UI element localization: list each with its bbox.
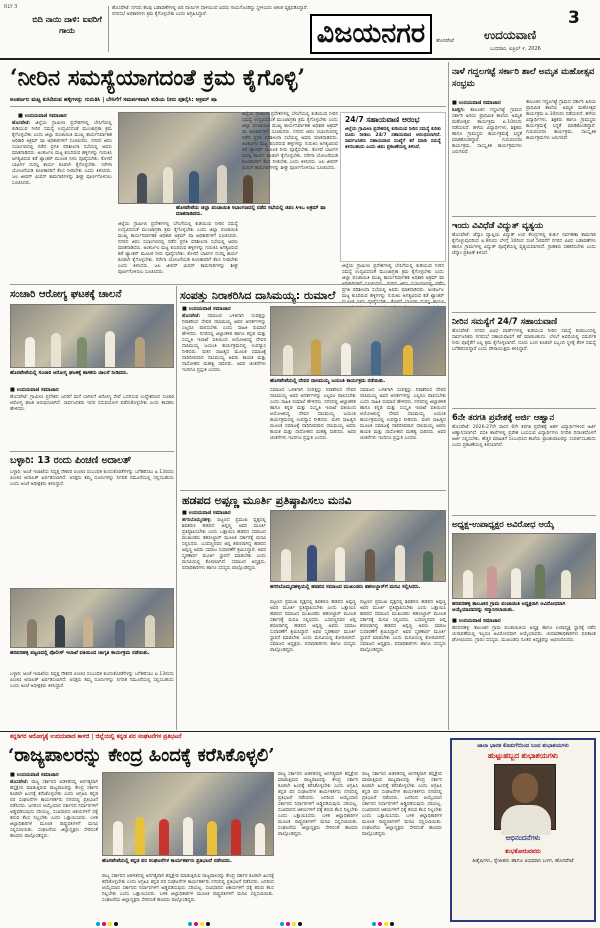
school-dateline: ಕೂಡ್ಲಿಗಿ: (452, 108, 465, 113)
masthead-title: ವಿಜಯನಗರ (316, 18, 426, 49)
health-photo (10, 304, 174, 368)
lead-body-col4: ಜಿಲ್ಲೆಯ ಗ್ರಾಮೀಣ ಪ್ರದೇಶಗಳಲ್ಲಿ ಬೇಸಿಗೆಯಲ್ಲಿ ಕುಡಿಯುವ ನೀರಿನ ಸಮಸ್ಯೆ ಉದ್ಭವಿಸದಂತೆ ಮುಂಜಾಗ್ರತಾ ಕ್ರಮ ಕೈಗೊಳ್ಳಬೇಕು ಎಂದು ಜಿಲ್ಲಾ ಪಂಚಾಯಿತಿ ಮುಖ್ಯ ಕಾರ್ಯನಿರ್ವಾಹಕ ಅಧಿಕಾರಿ ಅಕ್ರಮ್ ಷಾ ಪ್ರಗತಿ ಪರಿಶೀಲನಾ ಸಭೆಯಲ್ಲಿ ಅವರು ಮಾತನಾಡಿದರು. ಅಂತರ್ಜಲ ಮಟ್ಟ ಕುಸಿದಿರುವ ಹಳ್ಳಿಗಳನ್ನು ಗುರುತಿಸಿ ಅಗತ್ಯವಿರುವ ಕಡೆ ಟ್ಯಾಂಕರ್ (342, 264, 444, 299)
health-byline: ■ ಉದಯವಾಣಿ ಸಮಾಚಾರ (10, 387, 59, 393)
helpline-box (340, 112, 446, 262)
governor-caption: ಹೊಸಪೇಟೆಯಲ್ಲಿ ಕನ್ನಡ ಪರ ಸಂಘಟನೆಗಳ ಕಾರ್ಯಕರ್ತರು ಪ್ರತಿಭಟನೆ ನಡೆಸಿದರು. (102, 858, 232, 864)
ad-heading: ಹುಟ್ಟುಹಬ್ಬದ ಶುಭಾಶಯಗಳು (488, 751, 558, 760)
lead-subhead: ಅಂತರ್ಜಲ ಮಟ್ಟ ಕುಸಿದಿರುವ ಹಳ್ಳಿಗಳನ್ನು ಗುರುತಿಸಿ | ಬೇಸಿಗೆಗೆ ಸಮರ್ಪಕವಾಗಿ ಕುಡಿಯ ನೀರು ಪೂರೈಸಿ: ಅಕ್ರಮ್ ಷಾ (10, 97, 217, 103)
president-body: ಹರಪನಹಳ್ಳಿ: ತಾಲೂಕಿನ ಗ್ರಾಮ ಪಂಚಾಯಿತಿಯ ಅಧ್ಯಕ್ಷ ಹಾಗೂ ಉಪಾಧ್ಯಕ್ಷ ಸ್ಥಾನಕ್ಕೆ ನಡೆದ ಚುನಾವಣೆಯಲ್ಲಿ ಇಬ್ಬರೂ ಅವಿರೋಧವಾಗಿ ಆಯ್ಕೆಯಾದರು. ಚುನಾವಣಾಧಿಕಾರಿಗಳು ಫಲಿತಾಂಶ ಘೋಷಿಸಿದರು. ಗ್ರಾಪಂ ಸದಸ್ಯರು, ಮುಖಂಡರು ನೂತನ ಅಧ್ಯಕ್ಷರನ್ನು ಅಭಿನಂದಿಸಿದರು. (452, 626, 596, 643)
governor-dateline: ಹೊಸಪೇಟೆ: (10, 780, 29, 785)
page-label: ಹೊಸಪೇಟೆ (436, 38, 454, 44)
statue-body-col3: ಪಟ್ಟಣದ ಪ್ರಮುಖ ವೃತ್ತದಲ್ಲಿ ಶಿವಶರಣ ಹಡಪದ ಅಪ್ಪಣ್ಣ ಅವರ ಮೂರ್ತಿ ಪ್ರತಿಷ್ಠಾಪಿಸಬೇಕು ಎಂದು ಒತ್ತಾಯಿಸಿ ಹಡಪದ ಸಮಾಜದ ಮುಖಂಡರು ತಹಸೀಲ್ದಾರ್ ಮೂಲಕ ಸರ್ಕಾರಕ್ಕೆ ಮನವಿ ಸಲ್ಲಿಸಿದರು. ಬಸವಣ್ಣನವರ ಆಪ್ತ ಶರಣರಾಗಿದ್ದ ಹಡಪದ ಅಪ್ಪಣ್ಣ ಅವರು ಸಮಾಜ ಸುಧಾರಣೆಗೆ ಶ್ರಮಿಸಿದ್ದಾರೆ. ಅವರ ಸ್ಮರಣಾರ್ಥ ಮೂರ್ತಿ ಸ್ಥಾಪನೆ ಮಾಡಬೇಕು ಎಂದು ಮನವಿಯಲ್ಲಿ ಕೋರಲಾಗಿದೆ. ಸಮಾಜದ ಅಧ್ಯಕ್ಷರು, ಪದಾಧಿಕಾರಿಗಳು ಹಾಗೂ ಸದಸ್ಯರು ಪಾಲ್ಗೊಂಡಿದ್ದರು. (360, 600, 446, 653)
lead-dateline: ಹೊಸಪೇಟೆ: (12, 121, 31, 126)
rumale-body (182, 314, 266, 488)
governor-body-text: ರಾಜ್ಯ ಸರ್ಕಾರದ ಆಡಳಿತದಲ್ಲಿ ಅನಗತ್ಯವಾಗಿ ಹಸ್ತಕ್ಷೇಪ ಮಾಡುತ್ತಿರುವ ರಾಜ್ಯಪಾಲರನ್ನು ಕೇಂದ್ರ ಸರ್ಕಾರ ಕೂಡಲೇ ಹಿಂದಕ್ಕೆ ಕರೆಸಿಕೊಳ್ಳಬೇಕು ಎಂದು ಆಗ್ರಹಿಸಿ ಕನ್ನಡ ಪರ ಸಂಘಟನೆಗಳ ಕಾರ್ಯಕರ್ತರು ನಗರದಲ್ಲಿ ಪ್ರತಿಭಟನೆ ನಡೆಸಿದರು. ಜನರಿಂದ ಆಯ್ಕೆಯಾದ ಸರ್ಕಾರದ ನಿರ್ಧಾರಗಳಿಗೆ ಅಡ್ಡಿಪಡಿಸುವುದು ಸರಿಯಲ್ಲ. ಸಂವಿಧಾನದ ಆಶಯಗಳಿಗೆ ಧಕ್ಕೆ ತರುವ ಕೆಲಸ ನಿಲ್ಲಬೇಕು ಎಂದು ಒತ್ತಾಯಿಸಿದರು. ಬಳಿಕ ಜಿಲ್ಲಾಧಿಕಾರಿಗಳ ಮೂಲಕ ರಾಷ್ಟ್ರಪತಿಗಳಿಗೆ ಮನವಿ ಸಲ್ಲಿಸಲಾಯಿತು. ಸಂಘಟನೆಯ ಜಿಲ್ಲಾಧ್ಯಕ್ಷರು ಸೇರಿದಂತೆ ಹಲವರು ಪಾಲ್ಗೊಂಡಿದ್ದರು. (10, 780, 98, 839)
helpline-title: 24/7 ಸಹಾಯವಾಣಿ ಆರಂಭ (345, 115, 420, 124)
lead-body-text: ಜಿಲ್ಲೆಯ ಗ್ರಾಮೀಣ ಪ್ರದೇಶಗಳಲ್ಲಿ ಬೇಸಿಗೆಯಲ್ಲಿ ಕುಡಿಯುವ ನೀರಿನ ಸಮಸ್ಯೆ ಉದ್ಭವಿಸದಂತೆ ಮುಂಜಾಗ್ರತಾ ಕ್ರಮ ಕೈಗೊಳ್ಳಬೇಕು ಎಂದು ಜಿಲ್ಲಾ ಪಂಚಾಯಿತಿ ಮುಖ್ಯ ಕಾರ್ಯನಿರ್ವಾಹಕ ಅಧಿಕಾರಿ ಅಕ್ರಮ್ ಷಾ ಅಧಿಕಾರಿಗಳಿಗೆ ಸೂಚಿಸಿದರು. ನಗರದ ಜಿಪಂ ಸಭಾಂಗಣದಲ್ಲಿ ನಡೆದ ಪ್ರಗತಿ ಪರಿಶೀಲನಾ ಸಭೆಯಲ್ಲಿ ಅವರು ಮಾತನಾಡಿದರು. ಅಂತರ್ಜಲ ಮಟ್ಟ ಕುಸಿದಿರುವ ಹಳ್ಳಿಗಳನ್ನು ಗುರುತಿಸಿ ಅಗತ್ಯವಿರುವ ಕಡೆ ಟ್ಯಾಂಕರ್ ಮೂಲಕ ನೀರು ಪೂರೈಸಬೇಕು. ಕೊಳವೆ ಬಾವಿಗಳ ದುರಸ್ತಿ ಕಾರ್ಯ ಕೂಡಲೇ ಕೈಗೊಳ್ಳಬೇಕು. ನರೇಗಾ ಯೋಜನೆಯಡಿ ಕೂಲಿಕಾರರಿಗೆ ಕೆಲಸ ನೀಡಬೇಕು ಎಂದು ತಿಳಿಸಿದರು. ಜಲ ಜೀವನ್ ಮಿಷನ್ ಕಾಮಗಾರಿಗಳನ್ನು ಶೀಘ್ರ ಪೂರ್ಣಗೊಳಿಸಲು ಸೂಚಿಸಿದರು. (12, 121, 112, 186)
water-helpline-headline: ನೀರಿನ ಸಮಸ್ಯೆಗೆ 24/7 ಸಹಾಯವಾಣಿ (452, 316, 558, 326)
page-number: 3 (568, 8, 580, 28)
governor-body-col2: ರಾಜ್ಯ ಸರ್ಕಾರದ ಆಡಳಿತದಲ್ಲಿ ಅನಗತ್ಯವಾಗಿ ಹಸ್ತಕ್ಷೇಪ ಮಾಡುತ್ತಿರುವ ರಾಜ್ಯಪಾಲರನ್ನು ಕೇಂದ್ರ ಸರ್ಕಾರ ಕೂಡಲೇ ಹಿಂದಕ್ಕೆ ಕರೆಸಿಕೊಳ್ಳಬೇಕು ಎಂದು ಆಗ್ರಹಿಸಿ ಕನ್ನಡ ಪರ ಸಂಘಟನೆಗಳ ಕಾರ್ಯಕರ್ತರು ನಗರದಲ್ಲಿ ಪ್ರತಿಭಟನೆ ನಡೆಸಿದರು. ಜನರಿಂದ ಆಯ್ಕೆಯಾದ ಸರ್ಕಾರದ ನಿರ್ಧಾರಗಳಿಗೆ ಅಡ್ಡಿಪಡಿಸುವುದು ಸರಿಯಲ್ಲ. ಸಂವಿಧಾನದ ಆಶಯಗಳಿಗೆ ಧಕ್ಕೆ ತರುವ ಕೆಲಸ ನಿಲ್ಲಬೇಕು ಎಂದು ಒತ್ತಾಯಿಸಿದರು. ಬಳಿಕ ಜಿಲ್ಲಾಧಿಕಾರಿಗಳ ಮೂಲಕ ರಾಷ್ಟ್ರಪತಿಗಳಿಗೆ ಮನವಿ ಸಲ್ಲಿಸಲಾಯಿತು. ಸಂಘಟನೆಯ ಜಿಲ್ಲಾಧ್ಯಕ್ಷರು ಸೇರಿದಂತೆ ಹಲವರು ಪಾಲ್ಗೊಂಡಿದ್ದರು. (102, 874, 274, 903)
statue-body (182, 518, 266, 728)
lead-byline: ■ ಉದಯವಾಣಿ ಸಮಾಚಾರ (18, 113, 67, 119)
side-note: ಬಿದಿ ನಾಯಿ ದಾಳಿ: ಐವರಿಗೆ ಗಾಯ (32, 15, 102, 35)
health-caption: ಹೊಸಪೇಟೆಯಲ್ಲಿ ಸಂಚಾರಿ ಆರೋಗ್ಯ ಘಟಕಕ್ಕೆ ಶಾಸಕರು ಚಾಲನೆ ನೀಡಿದರು. (10, 370, 129, 376)
bottom-banner: ಕನ್ನಡಿಗರ ಆರೋಗ್ಯಕ್ಕೆ ಉದಯವಾಣಿ ಕಾಳಜಿ | ಜಿಲ್ಲೆಯಲ್ಲಿ ಕನ್ನಡ ಪರ ಸಂಘಟನೆಗಳ ಪ್ರತಿಭಟನೆ (10, 734, 182, 740)
governor-byline: ■ ಉದಯವಾಣಿ ಸಮಾಚಾರ (10, 772, 59, 778)
statue-caption: ಹಗರಿಬೊಮ್ಮನಹಳ್ಳಿಯಲ್ಲಿ ಹಡಪದ ಸಮಾಜದ ಮುಖಂಡರು ತಹಸೀಲ್ದಾರ್‌ಗೆ ಮನವಿ ಸಲ್ಲಿಸಿದರು. (270, 584, 421, 590)
governor-body-col3: ರಾಜ್ಯ ಸರ್ಕಾರದ ಆಡಳಿತದಲ್ಲಿ ಅನಗತ್ಯವಾಗಿ ಹಸ್ತಕ್ಷೇಪ ಮಾಡುತ್ತಿರುವ ರಾಜ್ಯಪಾಲರನ್ನು ಕೇಂದ್ರ ಸರ್ಕಾರ ಕೂಡಲೇ ಹಿಂದಕ್ಕೆ ಕರೆಸಿಕೊಳ್ಳಬೇಕು ಎಂದು ಆಗ್ರಹಿಸಿ ಕನ್ನಡ ಪರ ಸಂಘಟನೆಗಳ ಕಾರ್ಯಕರ್ತರು ನಗರದಲ್ಲಿ ಪ್ರತಿಭಟನೆ ನಡೆಸಿದರು. ಜನರಿಂದ ಆಯ್ಕೆಯಾದ ಸರ್ಕಾರದ ನಿರ್ಧಾರಗಳಿಗೆ ಅಡ್ಡಿಪಡಿಸುವುದು ಸರಿಯಲ್ಲ. ಸಂವಿಧಾನದ ಆಶಯಗಳಿಗೆ ಧಕ್ಕೆ ತರುವ ಕೆಲಸ ನಿಲ್ಲಬೇಕು ಎಂದು ಒತ್ತಾಯಿಸಿದರು. ಬಳಿಕ ಜಿಲ್ಲಾಧಿಕಾರಿಗಳ ಮೂಲಕ ರಾಷ್ಟ್ರಪತಿಗಳಿಗೆ ಮನವಿ ಸಲ್ಲಿಸಲಾಯಿತು. ಸಂಘಟನೆಯ ಜಿಲ್ಲಾಧ್ಯಕ್ಷರು ಸೇರಿದಂತೆ ಹಲವರು ಪಾಲ್ಗೊಂಡಿದ್ದರು. (278, 772, 358, 837)
ad-name-line: ಅಭಿನಂದನೆಗಳು (505, 834, 541, 842)
lead-body (12, 121, 112, 281)
adalat-photo (10, 588, 174, 648)
water-helpline-body: ಹೊಸಪೇಟೆ: ನಗರದ ವಿವಿಧ ವಾರ್ಡ್‌ಗಳಲ್ಲಿ ಕುಡಿಯುವ ನೀರಿನ ಸಮಸ್ಯೆ ಕಂಡುಬಂದಲ್ಲಿ ಸಾರ್ವಜನಿಕರು ನಗರಸಭೆ ಸಹಾಯವಾಣಿಗೆ ಕರೆ ಮಾಡಬಹುದು. ಬೇಸಿಗೆ ಅವಧಿಯಲ್ಲಿ ಸಮರ್ಪಕ ನೀರು ಪೂರೈಕೆಗೆ ಎಲ್ಲ ಕ್ರಮ ಕೈಗೊಳ್ಳಲಾಗಿದೆ. ದೂರು ಬಂದ ಕೂಡಲೇ ಸಿಬ್ಬಂದಿ ಸ್ಥಳಕ್ಕೆ ತೆರಳಿ ಸಮಸ್ಯೆ ಬಗೆಹರಿಸಲಿದ್ದಾರೆ ಎಂದು ಪೌರಾಯುಕ್ತರು ತಿಳಿಸಿದ್ದಾರೆ. (452, 329, 596, 352)
statue-photo (270, 510, 446, 582)
health-body: ಹೊಸಪೇಟೆ: ಗ್ರಾಮೀಣ ಪ್ರದೇಶದ ಜನರಿಗೆ ಮನೆ ಬಾಗಿಲಿಗೆ ಆರೋಗ್ಯ ಸೇವೆ ಒದಗಿಸುವ ಉದ್ದೇಶದಿಂದ ಸಂಚಾರಿ ಆರೋಗ್ಯ ಘಟಕ ಆರಂಭಿಸಲಾಗಿದೆ. ಸಾರ್ವಜನಿಕರು ಇದರ ಸದುಪಯೋಗ ಪಡೆದುಕೊಳ್ಳಬೇಕು ಎಂದು ಶಾಸಕರು ಹೇಳಿದರು. (10, 395, 174, 412)
masthead-box (310, 14, 432, 54)
ad-portrait (494, 764, 556, 830)
rumale-body-text: ಸಮಾಜದ ಒಳಿತಿಗಾಗಿ ಸಂಪತ್ತನ್ನು ನಿರಾಕರಿಸಿದ ದೇವರ ದಾಸಿಮಯ್ಯ ಅವರ ಆದರ್ಶಗಳನ್ನು ಎಲ್ಲರೂ ಪಾಲಿಸಬೇಕು ಎಂದು ಸಾಹಿತಿ ರುಮಾಲೆ ಹೇಳಿದರು. ನಗರದಲ್ಲಿ ಜಿಲ್ಲಾಡಳಿತ ಹಾಗೂ ಕನ್ನಡ ಮತ್ತು ಸಂಸ್ಕೃತಿ ಇಲಾಖೆ ವತಿಯಿಂದ ಆಯೋಜಿಸಿದ್ದ ದೇವರ ದಾಸಿಮಯ್ಯ ಜಯಂತಿ ಕಾರ್ಯಕ್ರಮದಲ್ಲಿ ಉಪನ್ಯಾಸ ನೀಡಿದರು. ವಚನ ಸಾಹಿತ್ಯದ ಮೂಲಕ ಸಮಾಜಕ್ಕೆ ದಾರಿದೀಪವಾದ ದಾಸಿಮಯ್ಯ ಅವರು ಕಾಯಕ ಮತ್ತು ದಾಸೋಹದ ಮಹತ್ವ ಸಾರಿದರು. ಅವರ ಚಿಂತನೆಗಳು ಇಂದಿಗೂ ಪ್ರಸ್ತುತ ಎಂದರು. (182, 314, 266, 373)
admission-body: ಹೊಸಪೇಟೆ: 2026-27ನೇ ಸಾಲಿನ 6ನೇ ತರಗತಿ ಪ್ರವೇಶಕ್ಕೆ ಅರ್ಹ ವಿದ್ಯಾರ್ಥಿಗಳಿಂದ ಅರ್ಜಿ ಆಹ್ವಾನಿಸಲಾಗಿದೆ. ವಸತಿ ಶಾಲೆಗಳಲ್ಲಿ ಪ್ರವೇಶ ಬಯಸುವ ವಿದ್ಯಾರ್ಥಿಗಳು ನಿಗದಿತ ದಿನಾಂಕದೊಳಗೆ ಅರ್ಜಿ ಸಲ್ಲಿಸಬೇಕು. ಹೆಚ್ಚಿನ ಮಾಹಿತಿಗೆ ಸಂಬಂಧಿಸಿದ ಶಾಲೆಯ ಪ್ರಾಂಶುಪಾಲರನ್ನು ಸಂಪರ್ಕಿಸಬಹುದು ಎಂದು ಪ್ರಕಟಣೆಯಲ್ಲಿ ತಿಳಿಸಲಾಗಿದೆ. (452, 425, 596, 448)
statue-byline: ■ ಉದಯವಾಣಿ ಸಮಾಚಾರ (182, 510, 231, 516)
governor-photo (102, 772, 274, 856)
governor-body-col4: ರಾಜ್ಯ ಸರ್ಕಾರದ ಆಡಳಿತದಲ್ಲಿ ಅನಗತ್ಯವಾಗಿ ಹಸ್ತಕ್ಷೇಪ ಮಾಡುತ್ತಿರುವ ರಾಜ್ಯಪಾಲರನ್ನು ಕೇಂದ್ರ ಸರ್ಕಾರ ಕೂಡಲೇ ಹಿಂದಕ್ಕೆ ಕರೆಸಿಕೊಳ್ಳಬೇಕು ಎಂದು ಆಗ್ರಹಿಸಿ ಕನ್ನಡ ಪರ ಸಂಘಟನೆಗಳ ಕಾರ್ಯಕರ್ತರು ನಗರದಲ್ಲಿ ಪ್ರತಿಭಟನೆ ನಡೆಸಿದರು. ಜನರಿಂದ ಆಯ್ಕೆಯಾದ ಸರ್ಕಾರದ ನಿರ್ಧಾರಗಳಿಗೆ ಅಡ್ಡಿಪಡಿಸುವುದು ಸರಿಯಲ್ಲ. ಸಂವಿಧಾನದ ಆಶಯಗಳಿಗೆ ಧಕ್ಕೆ ತರುವ ಕೆಲಸ ನಿಲ್ಲಬೇಕು ಎಂದು ಒತ್ತಾಯಿಸಿದರು. ಬಳಿಕ ಜಿಲ್ಲಾಧಿಕಾರಿಗಳ ಮೂಲಕ ರಾಷ್ಟ್ರಪತಿಗಳಿಗೆ ಮನವಿ ಸಲ್ಲಿಸಲಾಯಿತು. ಸಂಘಟನೆಯ ಜಿಲ್ಲಾಧ್ಯಕ್ಷರು ಸೇರಿದಂತೆ ಹಲವರು ಪಾಲ್ಗೊಂಡಿದ್ದರು. (362, 772, 442, 837)
statue-body-text: ಪಟ್ಟಣದ ಪ್ರಮುಖ ವೃತ್ತದಲ್ಲಿ ಶಿವಶರಣ ಹಡಪದ ಅಪ್ಪಣ್ಣ ಅವರ ಮೂರ್ತಿ ಪ್ರತಿಷ್ಠಾಪಿಸಬೇಕು ಎಂದು ಒತ್ತಾಯಿಸಿ ಹಡಪದ ಸಮಾಜದ ಮುಖಂಡರು ತಹಸೀಲ್ದಾರ್ ಮೂಲಕ ಸರ್ಕಾರಕ್ಕೆ ಮನವಿ ಸಲ್ಲಿಸಿದರು. ಬಸವಣ್ಣನವರ ಆಪ್ತ ಶರಣರಾಗಿದ್ದ ಹಡಪದ ಅಪ್ಪಣ್ಣ ಅವರು ಸಮಾಜ ಸುಧಾರಣೆಗೆ ಶ್ರಮಿಸಿದ್ದಾರೆ. ಅವರ ಸ್ಮರಣಾರ್ಥ ಮೂರ್ತಿ ಸ್ಥಾಪನೆ ಮಾಡಬೇಕು ಎಂದು ಮನವಿಯಲ್ಲಿ ಕೋರಲಾಗಿದೆ. ಸಮಾಜದ ಅಧ್ಯಕ್ಷರು, ಪದಾಧಿಕಾರಿಗಳು ಹಾಗೂ ಸದಸ್ಯರು ಪಾಲ್ಗೊಂಡಿದ್ದರು. (182, 518, 266, 571)
lead-body-col3: ಜಿಲ್ಲೆಯ ಗ್ರಾಮೀಣ ಪ್ರದೇಶಗಳಲ್ಲಿ ಬೇಸಿಗೆಯಲ್ಲಿ ಕುಡಿಯುವ ನೀರಿನ ಸಮಸ್ಯೆ ಉದ್ಭವಿಸದಂತೆ ಮುಂಜಾಗ್ರತಾ ಕ್ರಮ ಕೈಗೊಳ್ಳಬೇಕು ಎಂದು ಜಿಲ್ಲಾ ಪಂಚಾಯಿತಿ ಮುಖ್ಯ ಕಾರ್ಯನಿರ್ವಾಹಕ ಅಧಿಕಾರಿ ಅಕ್ರಮ್ ಷಾ ಅಧಿಕಾರಿಗಳಿಗೆ ಸೂಚಿಸಿದರು. ನಗರದ ಜಿಪಂ ಸಭಾಂಗಣದಲ್ಲಿ ನಡೆದ ಪ್ರಗತಿ ಪರಿಶೀಲನಾ ಸಭೆಯಲ್ಲಿ ಅವರು ಮಾತನಾಡಿದರು. ಅಂತರ್ಜಲ ಮಟ್ಟ ಕುಸಿದಿರುವ ಹಳ್ಳಿಗಳನ್ನು ಗುರುತಿಸಿ ಅಗತ್ಯವಿರುವ ಕಡೆ ಟ್ಯಾಂಕರ್ ಮೂಲಕ ನೀರು ಪೂರೈಸಬೇಕು. ಕೊಳವೆ ಬಾವಿಗಳ ದುರಸ್ತಿ ಕಾರ್ಯ ಕೂಡಲೇ ಕೈಗೊಳ್ಳಬೇಕು. ನರೇಗಾ ಯೋಜನೆಯಡಿ ಕೂಲಿಕಾರರಿಗೆ ಕೆಲಸ ನೀಡಬೇಕು ಎಂದು ತಿಳಿಸಿದರು. ಜಲ ಜೀವನ್ ಮಿಷನ್ ಕಾಮಗಾರಿಗಳನ್ನು ಶೀಘ್ರ ಪೂರ್ಣಗೊಳಿಸಲು ಸೂಚಿಸಿದರು. (242, 112, 338, 171)
adalat-body-more: ಬಳ್ಳಾರಿ: ಅಂಚೆ ಇಲಾಖೆಯ ನಿವೃತ್ತ ನೌಕರರ ಪಿಂಚಣಿ ಸಂಬಂಧಿತ ಕುಂದುಕೊರತೆಗಳನ್ನು ಬಗೆಹರಿಸಲು ಏ.13ರಂದು ಪಿಂಚಣಿ ಅದಾಲತ್ ಏರ್ಪಡಿಸಲಾಗಿದೆ. ಆಸಕ್ತರು ತಮ್ಮ ದೂರುಗಳನ್ನು ನಿಗದಿತ ನಮೂನೆಯಲ್ಲಿ ಸಲ್ಲಿಸಬಹುದು ಎಂದು ಅಂಚೆ ಅಧೀಕ್ಷಕರು ತಿಳಿಸಿದ್ದಾರೆ. (10, 672, 174, 689)
lead-caption: ಹೊಸಪೇಟೆಯ ಜಿಲ್ಲಾ ಪಂಚಾಯಿತಿ ಸಭಾಂಗಣದಲ್ಲಿ ನಡೆದ ಸಭೆಯಲ್ಲಿ ಜಿಪಂ ಸಿಇಒ ಅಕ್ರಮ್ ಷಾ ಮಾತನಾಡಿದರು. (176, 205, 326, 218)
helpline-body: ಜಿಲ್ಲೆಯ ಗ್ರಾಮೀಣ ಪ್ರದೇಶದಲ್ಲಿ ಕುಡಿಯುವ ನೀರಿನ ಸಮಸ್ಯೆ ಕುರಿತು ದೂರು ನೀಡಲು 24/7 ಸಹಾಯವಾಣಿ ಆರಂಭಿಸಲಾಗಿದೆ. ಸಾರ್ವಜನಿಕರು ಸಹಾಯವಾಣಿ ಸಂಖ್ಯೆಗೆ ಕರೆ ಮಾಡಿ ಸಮಸ್ಯೆ ತಿಳಿಸಬಹುದು ಎಂದು ಜಿಪಂ ಪ್ರಕಟಣೆಯಲ್ಲಿ ತಿಳಿಸಿದೆ. (345, 127, 441, 150)
president-byline: ■ ಉದಯವಾಣಿ ಸಮಾಚಾರ (452, 618, 501, 624)
lead-headline: ‘ನೀರಿನ ಸಮಸ್ಯೆಯಾಗದಂತೆ ಕ್ರಮ ಕೈಗೊಳ್ಳಿ’ (10, 65, 306, 91)
school-body (452, 108, 522, 214)
rumale-headline: ಸಂಪತ್ತು ನಿರಾಕರಿಸಿದ ದಾಸಿಮಯ್ಯ: ರುಮಾಲೆ (180, 289, 336, 302)
ad-footer: ಹಿತೈಷಿಗಳು, ಸ್ನೇಹಿತರು ಹಾಗೂ ಅಭಿಮಾನಿ ಬಳಗ, ಹೊಸಪೇಟೆ (472, 858, 574, 864)
power-body: ಹೊಸಪೇಟೆ: ಜೆಸ್ಕಾಂ ವ್ಯಾಪ್ತಿಯ ವಿದ್ಯುತ್ ಉಪ ಕೇಂದ್ರಗಳಲ್ಲಿ ತುರ್ತು ನಿರ್ವಹಣಾ ಕಾಮಗಾರಿ ಕೈಗೊಳ್ಳುವುದರಿಂದ ಏ.9ರಂದು ಬೆಳಗ್ಗೆ 10ರಿಂದ ಸಂಜೆ 5ರವರೆಗೆ ನಗರದ ವಿವಿಧ ಬಡಾವಣೆಗಳು ಹಾಗೂ ಗ್ರಾಮಗಳಲ್ಲಿ ವಿದ್ಯುತ್ ಪೂರೈಕೆಯಲ್ಲಿ ವ್ಯತ್ಯಯವಾಗಲಿದೆ. ಗ್ರಾಹಕರು ಸಹಕರಿಸಬೇಕು ಎಂದು ಜೆಸ್ಕಾಂ ಪ್ರಕಟಣೆ ತಿಳಿಸಿದೆ. (452, 233, 596, 256)
adalat-body: ಬಳ್ಳಾರಿ: ಅಂಚೆ ಇಲಾಖೆಯ ನಿವೃತ್ತ ನೌಕರರ ಪಿಂಚಣಿ ಸಂಬಂಧಿತ ಕುಂದುಕೊರತೆಗಳನ್ನು ಬಗೆಹರಿಸಲು ಏ.13ರಂದು ಪಿಂಚಣಿ ಅದಾಲತ್ ಏರ್ಪಡಿಸಲಾಗಿದೆ. ಆಸಕ್ತರು ತಮ್ಮ ದೂರುಗಳನ್ನು ನಿಗದಿತ ನಮೂನೆಯಲ್ಲಿ ಸಲ್ಲಿಸಬಹುದು ಎಂದು ಅಂಚೆ ಅಧೀಕ್ಷಕರು ತಿಳಿಸಿದ್ದಾರೆ. (10, 470, 174, 487)
statue-dateline: ಹಗರಿಬೊಮ್ಮನಹಳ್ಳಿ: (182, 518, 212, 523)
birthday-ad (450, 738, 596, 922)
top-snippet: ಹೊಸಪೇಟೆ: ನಗರದ ಕೆಲವು ಬಡಾವಣೆಗಳಲ್ಲಿ ಬಿದಿ ನಾಯಿಗಳ ದಾಳಿಯಿಂದ ಐವರು ಗಾಯಗೊಂಡಿದ್ದು ಸ್ಥಳೀಯರು ಆತಂಕ ವ್ಯಕ್ತಪಡಿಸಿದ್ದಾರೆ. ನಗರಸಭೆ ಅಧಿಕಾರಿಗಳು ಕ್ರಮ ಕೈಗೊಳ್ಳಬೇಕು ಎಂದು ಆಗ್ರಹಿಸಿದ್ದಾರೆ. (112, 6, 308, 17)
rumale-body-col2: ಸಮಾಜದ ಒಳಿತಿಗಾಗಿ ಸಂಪತ್ತನ್ನು ನಿರಾಕರಿಸಿದ ದೇವರ ದಾಸಿಮಯ್ಯ ಅವರ ಆದರ್ಶಗಳನ್ನು ಎಲ್ಲರೂ ಪಾಲಿಸಬೇಕು ಎಂದು ಸಾಹಿತಿ ರುಮಾಲೆ ಹೇಳಿದರು. ನಗರದಲ್ಲಿ ಜಿಲ್ಲಾಡಳಿತ ಹಾಗೂ ಕನ್ನಡ ಮತ್ತು ಸಂಸ್ಕೃತಿ ಇಲಾಖೆ ವತಿಯಿಂದ ಆಯೋಜಿಸಿದ್ದ ದೇವರ ದಾಸಿಮಯ್ಯ ಜಯಂತಿ ಕಾರ್ಯಕ್ರಮದಲ್ಲಿ ಉಪನ್ಯಾಸ ನೀಡಿದರು. ವಚನ ಸಾಹಿತ್ಯದ ಮೂಲಕ ಸಮಾಜಕ್ಕೆ ದಾರಿದೀಪವಾದ ದಾಸಿಮಯ್ಯ ಅವರು ಕಾಯಕ ಮತ್ತು ದಾಸೋಹದ ಮಹತ್ವ ಸಾರಿದರು. ಅವರ ಚಿಂತನೆಗಳು ಇಂದಿಗೂ ಪ್ರಸ್ತುತ ಎಂದರು. (270, 388, 356, 441)
adalat-caption: ಹರಪನಹಳ್ಳಿ ಪಟ್ಟಣದಲ್ಲಿ ಪೊಲೀಸ್ ಇಲಾಖೆ ವತಿಯಿಂದ ಜಾಗೃತಿ ಕಾರ್ಯಕ್ರಮ ನಡೆಯಿತು. (10, 650, 150, 656)
governor-headline: ‘ರಾಜ್ಯಪಾಲರನ್ನು ಕೇಂದ್ರ ಹಿಂದಕ್ಕೆ ಕರೆಸಿಕೊಳ್ಳಲಿ’ (8, 745, 275, 766)
power-headline: ಇಂದು ವಿವಿಧೆಡೆ ವಿದ್ಯುತ್ ವ್ಯತ್ಯಯ (452, 220, 544, 230)
rumale-dateline: ಹೊಸಪೇಟೆ: (182, 314, 201, 319)
rumale-photo (270, 306, 446, 376)
president-caption: ಹರಪನಹಳ್ಳಿ ತಾಲೂಕಿನ ಗ್ರಾಮ ಪಂಚಾಯಿತಿ ಅಧ್ಯಕ್ಷರಾಗಿ ಅವಿರೋಧವಾಗಿ ಆಯ್ಕೆಯಾದವರನ್ನು ಸನ್ಮಾನಿಸಲಾಯಿತು. (452, 601, 566, 614)
registration-marks (96, 922, 496, 926)
rumale-body-col3: ಸಮಾಜದ ಒಳಿತಿಗಾಗಿ ಸಂಪತ್ತನ್ನು ನಿರಾಕರಿಸಿದ ದೇವರ ದಾಸಿಮಯ್ಯ ಅವರ ಆದರ್ಶಗಳನ್ನು ಎಲ್ಲರೂ ಪಾಲಿಸಬೇಕು ಎಂದು ಸಾಹಿತಿ ರುಮಾಲೆ ಹೇಳಿದರು. ನಗರದಲ್ಲಿ ಜಿಲ್ಲಾಡಳಿತ ಹಾಗೂ ಕನ್ನಡ ಮತ್ತು ಸಂಸ್ಕೃತಿ ಇಲಾಖೆ ವತಿಯಿಂದ ಆಯೋಜಿಸಿದ್ದ ದೇವರ ದಾಸಿಮಯ್ಯ ಜಯಂತಿ ಕಾರ್ಯಕ್ರಮದಲ್ಲಿ ಉಪನ್ಯಾಸ ನೀಡಿದರು. ವಚನ ಸಾಹಿತ್ಯದ ಮೂಲಕ ಸಮಾಜಕ್ಕೆ ದಾರಿದೀಪವಾದ ದಾಸಿಮಯ್ಯ ಅವರು ಕಾಯಕ ಮತ್ತು ದಾಸೋಹದ ಮಹತ್ವ ಸಾರಿದರು. ಅವರ ಚಿಂತನೆಗಳು ಇಂದಿಗೂ ಪ್ರಸ್ತುತ ಎಂದರು. (360, 388, 446, 441)
lead-body-col2: ಜಿಲ್ಲೆಯ ಗ್ರಾಮೀಣ ಪ್ರದೇಶಗಳಲ್ಲಿ ಬೇಸಿಗೆಯಲ್ಲಿ ಕುಡಿಯುವ ನೀರಿನ ಸಮಸ್ಯೆ ಉದ್ಭವಿಸದಂತೆ ಮುಂಜಾಗ್ರತಾ ಕ್ರಮ ಕೈಗೊಳ್ಳಬೇಕು ಎಂದು ಜಿಲ್ಲಾ ಪಂಚಾಯಿತಿ ಮುಖ್ಯ ಕಾರ್ಯನಿರ್ವಾಹಕ ಅಧಿಕಾರಿ ಅಕ್ರಮ್ ಷಾ ಅಧಿಕಾರಿಗಳಿಗೆ ಸೂಚಿಸಿದರು. ನಗರದ ಜಿಪಂ ಸಭಾಂಗಣದಲ್ಲಿ ನಡೆದ ಪ್ರಗತಿ ಪರಿಶೀಲನಾ ಸಭೆಯಲ್ಲಿ ಅವರು ಮಾತನಾಡಿದರು. ಅಂತರ್ಜಲ ಮಟ್ಟ ಕುಸಿದಿರುವ ಹಳ್ಳಿಗಳನ್ನು ಗುರುತಿಸಿ ಅಗತ್ಯವಿರುವ ಕಡೆ ಟ್ಯಾಂಕರ್ ಮೂಲಕ ನೀರು ಪೂರೈಸಬೇಕು. ಕೊಳವೆ ಬಾವಿಗಳ ದುರಸ್ತಿ ಕಾರ್ಯ ಕೂಡಲೇ ಕೈಗೊಳ್ಳಬೇಕು. ನರೇಗಾ ಯೋಜನೆಯಡಿ ಕೂಲಿಕಾರರಿಗೆ ಕೆಲಸ ನೀಡಬೇಕು ಎಂದು ತಿಳಿಸಿದರು. ಜಲ ಜೀವನ್ ಮಿಷನ್ ಕಾಮಗಾರಿಗಳನ್ನು ಶೀಘ್ರ ಪೂರ್ಣಗೊಳಿಸಲು ಸೂಚಿಸಿದರು. (118, 222, 238, 275)
president-photo (452, 533, 596, 599)
rumale-byline: ■ ಉದಯವಾಣಿ ಸಮಾಚಾರ (182, 306, 231, 312)
paper-name: ಉದಯವಾಣಿ (484, 28, 537, 42)
ad-label: ಶುಭಕೋರುವವರು (505, 848, 541, 855)
school-headline: ನಾಳೆ ಗದ್ದಲಗಟ್ಟೆ ಸರ್ಕಾರಿ ಶಾಲೆ ಅಮೃತ ಮಹೋತ್ಸವ ಸಂಭ್ರಮ (452, 67, 595, 89)
school-byline: ■ ಉದಯವಾಣಿ ಸಮಾಚಾರ (452, 100, 501, 106)
rumale-caption: ಹೊಸಪೇಟೆಯಲ್ಲಿ ದೇವರ ದಾಸಿಮಯ್ಯ ಜಯಂತಿ ಕಾರ್ಯಕ್ರಮ ನಡೆಯಿತು. (270, 378, 386, 384)
statue-body-col2: ಪಟ್ಟಣದ ಪ್ರಮುಖ ವೃತ್ತದಲ್ಲಿ ಶಿವಶರಣ ಹಡಪದ ಅಪ್ಪಣ್ಣ ಅವರ ಮೂರ್ತಿ ಪ್ರತಿಷ್ಠಾಪಿಸಬೇಕು ಎಂದು ಒತ್ತಾಯಿಸಿ ಹಡಪದ ಸಮಾಜದ ಮುಖಂಡರು ತಹಸೀಲ್ದಾರ್ ಮೂಲಕ ಸರ್ಕಾರಕ್ಕೆ ಮನವಿ ಸಲ್ಲಿಸಿದರು. ಬಸವಣ್ಣನವರ ಆಪ್ತ ಶರಣರಾಗಿದ್ದ ಹಡಪದ ಅಪ್ಪಣ್ಣ ಅವರು ಸಮಾಜ ಸುಧಾರಣೆಗೆ ಶ್ರಮಿಸಿದ್ದಾರೆ. ಅವರ ಸ್ಮರಣಾರ್ಥ ಮೂರ್ತಿ ಸ್ಥಾಪನೆ ಮಾಡಬೇಕು ಎಂದು ಮನವಿಯಲ್ಲಿ ಕೋರಲಾಗಿದೆ. ಸಮಾಜದ ಅಧ್ಯಕ್ಷರು, ಪದಾಧಿಕಾರಿಗಳು ಹಾಗೂ ಸದಸ್ಯರು ಪಾಲ್ಗೊಂಡಿದ್ದರು. (270, 600, 356, 653)
school-body-col2: ತಾಲೂಕಿನ ಗದ್ದಲಗಟ್ಟೆ ಗ್ರಾಮದ ಸರ್ಕಾರಿ ಹಿರಿಯ ಪ್ರಾಥಮಿಕ ಶಾಲೆಯ ಅಮೃತ ಮಹೋತ್ಸವ ಕಾರ್ಯಕ್ರಮ ಏ.10ರಂದು ನಡೆಯಲಿದೆ. ಹಳೆಯ ವಿದ್ಯಾರ್ಥಿಗಳು, ಶಿಕ್ಷಕರು ಹಾಗೂ ಗ್ರಾಮಸ್ಥರು ಕಾರ್ಯಕ್ರಮಕ್ಕೆ ಸಿದ್ಧತೆ ಮಾಡಿಕೊಂಡಿದ್ದಾರೆ. ಗುರುವಂದನಾ ಕಾರ್ಯಕ್ರಮ, ಸಾಂಸ್ಕೃತಿಕ ಕಾರ್ಯಕ್ರಮಗಳು ಜರುಗಲಿವೆ. (526, 100, 596, 141)
school-body-text: ತಾಲೂಕಿನ ಗದ್ದಲಗಟ್ಟೆ ಗ್ರಾಮದ ಸರ್ಕಾರಿ ಹಿರಿಯ ಪ್ರಾಥಮಿಕ ಶಾಲೆಯ ಅಮೃತ ಮಹೋತ್ಸವ ಕಾರ್ಯಕ್ರಮ ಏ.10ರಂದು ನಡೆಯಲಿದೆ. ಹಳೆಯ ವಿದ್ಯಾರ್ಥಿಗಳು, ಶಿಕ್ಷಕರು ಹಾಗೂ ಗ್ರಾಮಸ್ಥರು ಕಾರ್ಯಕ್ರಮಕ್ಕೆ ಸಿದ್ಧತೆ ಮಾಡಿಕೊಂಡಿದ್ದಾರೆ. ಗುರುವಂದನಾ ಕಾರ್ಯಕ್ರಮ, ಸಾಂಸ್ಕೃತಿಕ ಕಾರ್ಯಕ್ರಮಗಳು ಜರುಗಲಿವೆ. (452, 108, 522, 155)
ad-top-line: ಜಾಲಾ ಭಾರತ ಕೊಡುಗೆಯಿಂದ ಬಂದ ಶುಭಾಶಯಗಳು (477, 743, 569, 749)
adalat-headline: ಬಳ್ಳಾರಿ: 13 ರಂದು ಪಿಂಚಣಿ ಅದಾಲತ್ (10, 455, 132, 466)
health-headline: ಸಂಚಾರಿ ಆರೋಗ್ಯ ಘಟಕಕ್ಕೆ ಚಾಲನೆ (10, 289, 122, 300)
statue-headline: ಹಡಪದ ಅಪ್ಪಣ್ಣ ಮೂರ್ತಿ ಪ್ರತಿಷ್ಠಾಪಿಸಲು ಮನವಿ (182, 494, 352, 507)
edition-code: RLY 3 (4, 4, 18, 10)
admission-headline: 6ನೇ ತರಗತಿ ಪ್ರವೇಶಕ್ಕೆ ಅರ್ಜಿ ಆಹ್ವಾನ (452, 412, 555, 422)
issue-date: ಬುಧವಾರ, ಏಪ್ರಿಲ್ ೯, 2026 (490, 46, 541, 52)
president-headline: ಅಧ್ಯಕ್ಷ-ಉಪಾಧ್ಯಕ್ಷರ ಅವಿರೋಧ ಆಯ್ಕೆ (452, 519, 555, 529)
governor-body (10, 780, 98, 920)
